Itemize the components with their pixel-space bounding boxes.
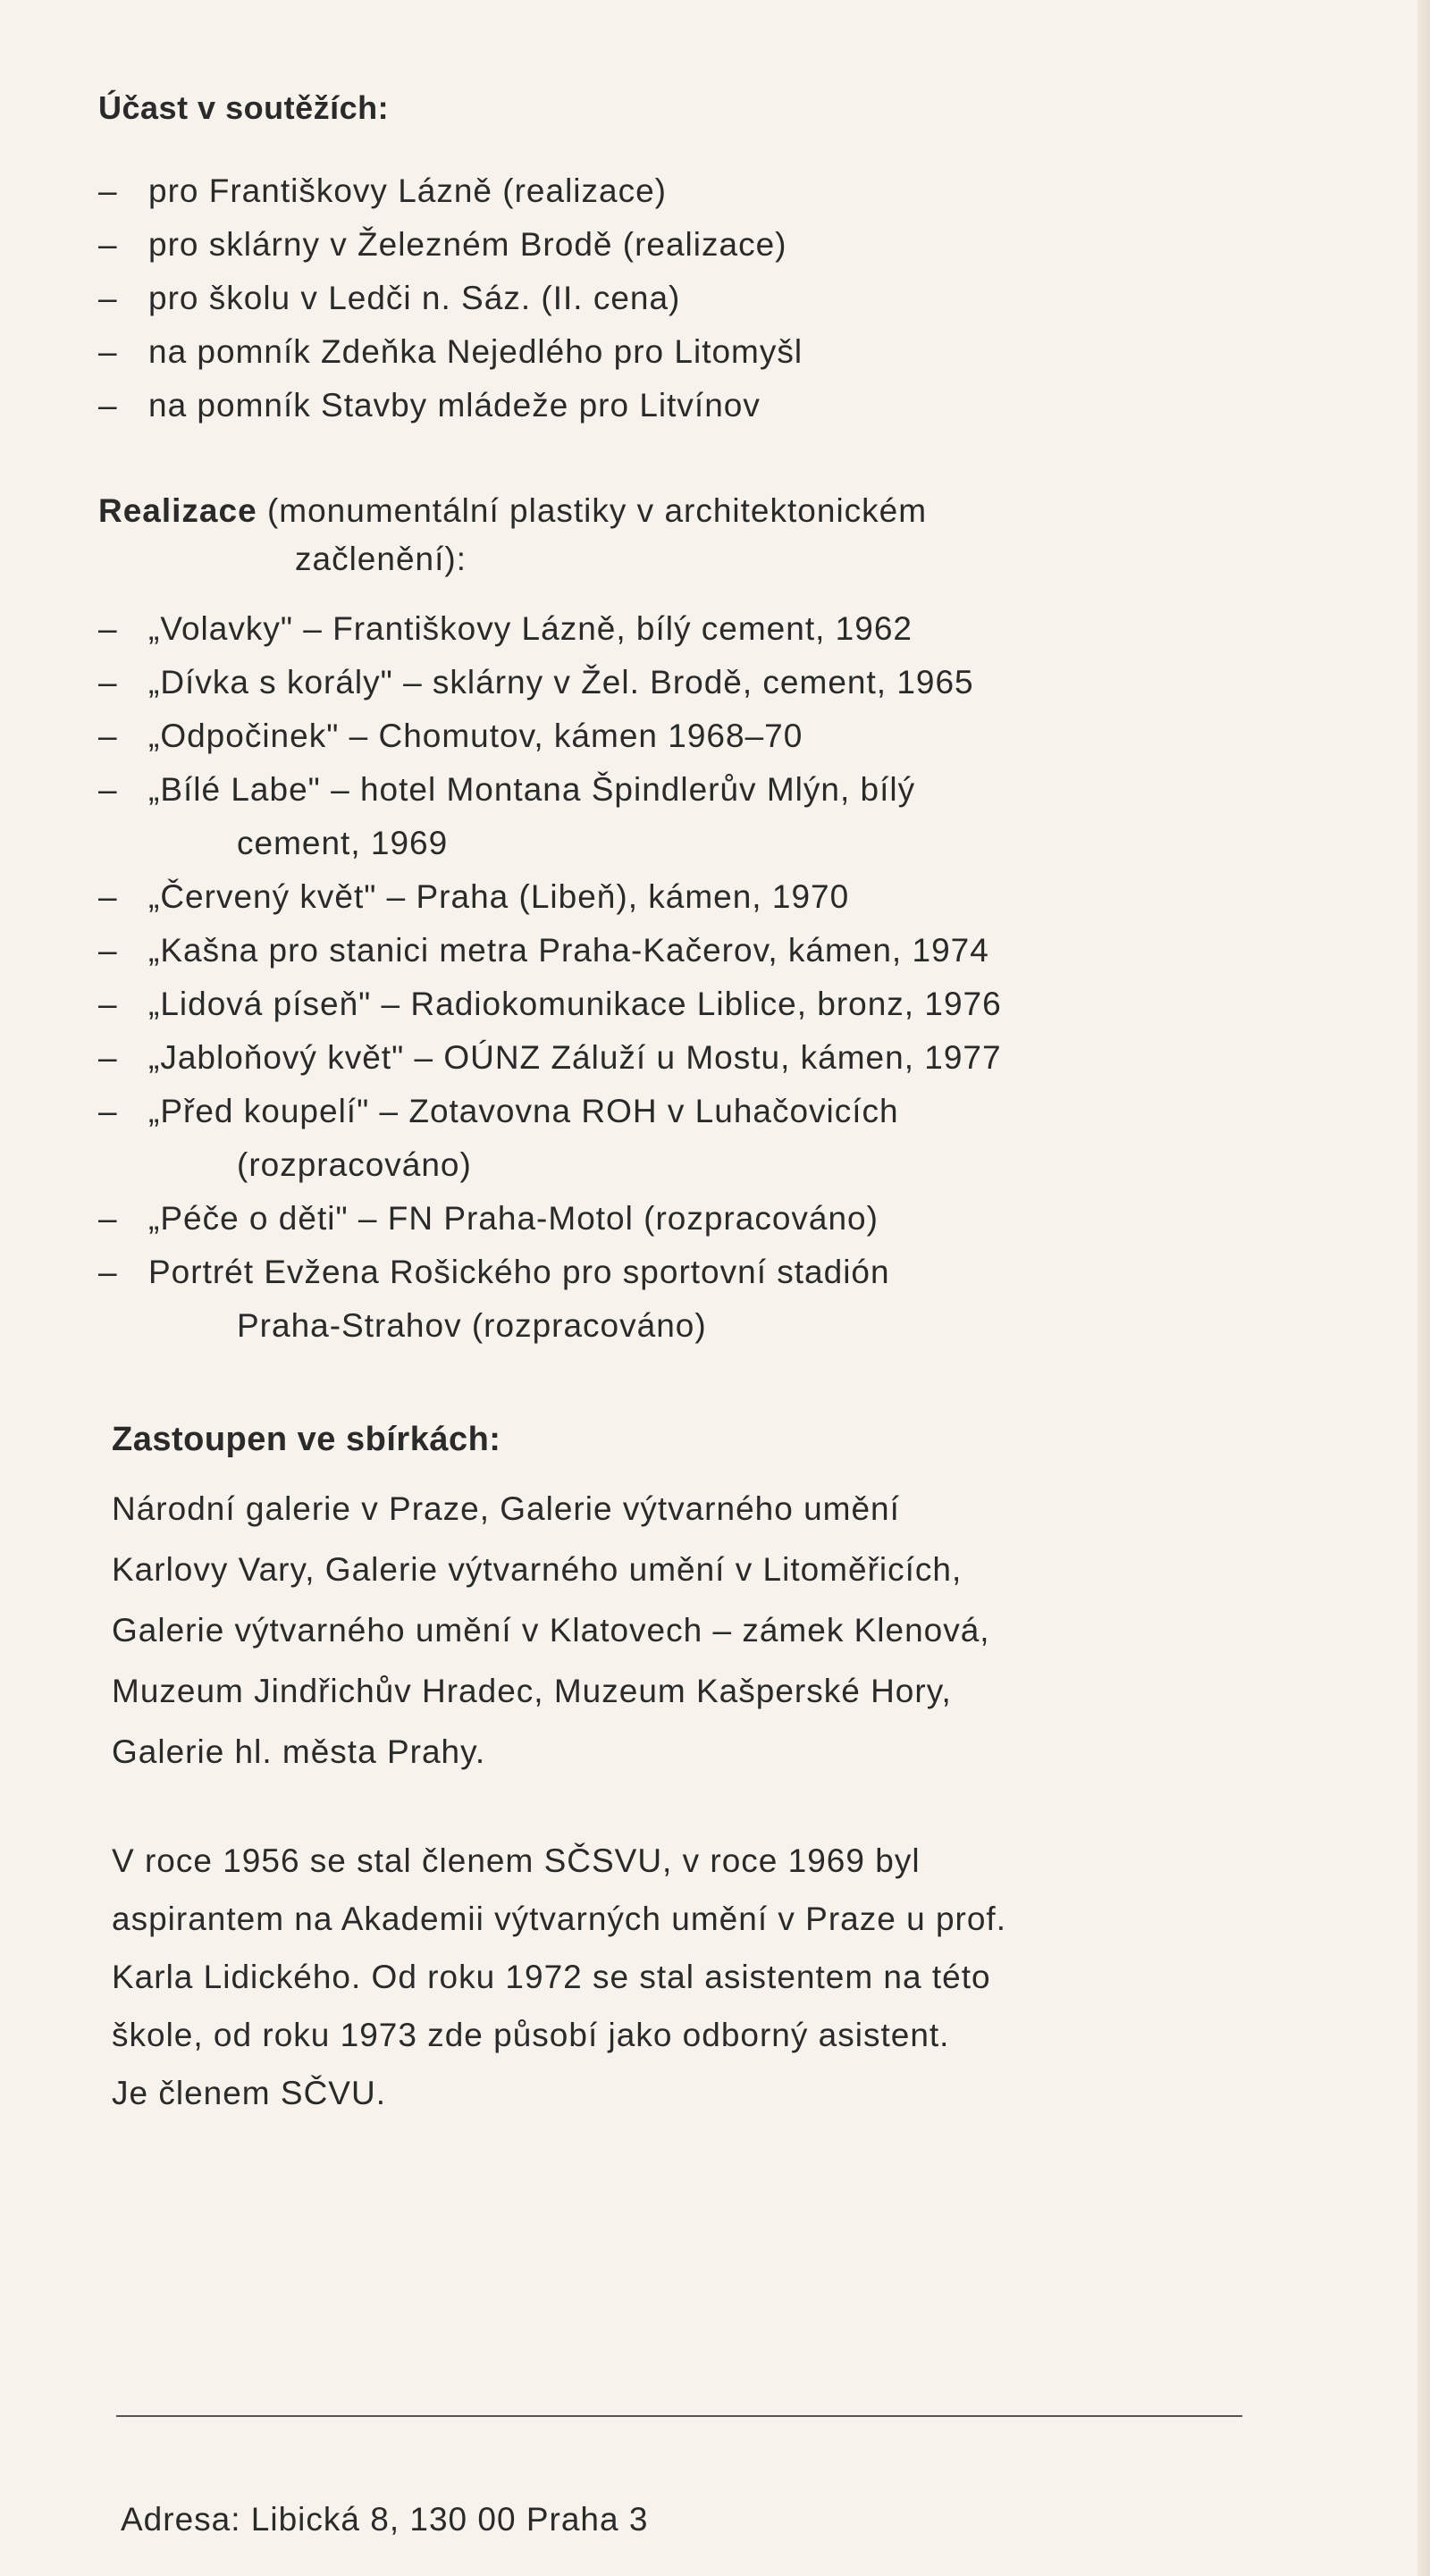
list-item: – „Odpočinek" – Chomutov, kámen 1968–70 <box>98 717 803 754</box>
list-item: – „Před koupelí" – Zotavovna ROH v Luhačovicích <box>98 1093 899 1129</box>
biography-line: Karla Lidického. Od roku 1972 se stal asistentem na této <box>112 1959 991 1995</box>
realizations-section <box>98 484 1350 1353</box>
divider-rule <box>116 2415 1242 2417</box>
biography-line: V roce 1956 se stal členem SČSVU, v roce 1969 byl <box>112 1842 921 1879</box>
list-item: – na pomník Zdeňka Nejedlého pro Litomyšl <box>98 333 803 370</box>
collections-section <box>112 1421 1363 1783</box>
list-item: – „Kašna pro stanici metra Praha-Kačerov, kámen, 1974 <box>98 932 989 969</box>
list-item: – „Volavky" – Františkovy Lázně, bílý cement, 1962 <box>98 610 913 647</box>
biography-line: škole, od roku 1973 zde působí jako odborný asistent. <box>112 2017 950 2053</box>
list-item: – pro Františkovy Lázně (realizace) <box>98 172 667 209</box>
realizations-heading: Realizace (monumentální plastiky v architektonickém <box>98 492 928 529</box>
address-text: Adresa: Libická 8, 130 00 Praha 3 <box>121 2501 649 2538</box>
list-item: – na pomník Stavby mládeže pro Litvínov <box>98 387 761 424</box>
collections-heading: Zastoupen ve sbírkách: <box>112 1421 501 1458</box>
page-edge <box>1417 0 1430 2576</box>
collections-line: Muzeum Jindřichův Hradec, Muzeum Kašperské Hory, <box>112 1673 952 1709</box>
list-item-cont: cement, 1969 <box>237 825 449 861</box>
collections-line: Národní galerie v Praze, Galerie výtvarného umění <box>112 1490 900 1527</box>
biography-line: aspirantem na Akademii výtvarných umění v Praze u prof. <box>112 1901 1006 1937</box>
biography-line: Je členem SČVU. <box>112 2075 386 2111</box>
competitions-heading: Účast v soutěžích: <box>98 89 390 126</box>
list-item: – Portrét Evžena Rošického pro sportovní stadión <box>98 1254 890 1290</box>
address-section <box>121 2493 1372 2547</box>
list-item: – pro sklárny v Železném Brodě (realizace) <box>98 226 787 263</box>
list-item: – „Lidová píseň" – Radiokomunikace Liblice, bronz, 1976 <box>98 986 1002 1022</box>
list-item: – pro školu v Ledči n. Sáz. (II. cena) <box>98 280 681 316</box>
list-item: – „Červený květ" – Praha (Libeň), kámen, 1970 <box>98 878 850 915</box>
list-item: – „Jabloňový květ" – OÚNZ Záluží u Mostu, kámen, 1977 <box>98 1039 1002 1076</box>
collections-line: Karlovy Vary, Galerie výtvarného umění v Litoměřicích, <box>112 1551 963 1588</box>
list-item: – „Bílé Labe" – hotel Montana Špindlerův Mlýn, bílý <box>98 771 916 808</box>
collections-line: Galerie hl. města Prahy. <box>112 1733 486 1770</box>
list-item: – „Dívka s korály" – sklárny v Žel. Brodě, cement, 1965 <box>98 664 974 701</box>
list-item: – „Péče o děti" – FN Praha-Motol (rozpracováno) <box>98 1200 879 1237</box>
list-item-cont: (rozpracováno) <box>237 1146 472 1183</box>
collections-line: Galerie výtvarného umění v Klatovech – zámek Klenová, <box>112 1612 990 1649</box>
realizations-heading-cont: začlenění): <box>295 541 467 577</box>
list-item-cont: Praha-Strahov (rozpracováno) <box>237 1307 707 1344</box>
competitions-section <box>98 89 1350 432</box>
biography-section <box>112 1832 1363 2122</box>
